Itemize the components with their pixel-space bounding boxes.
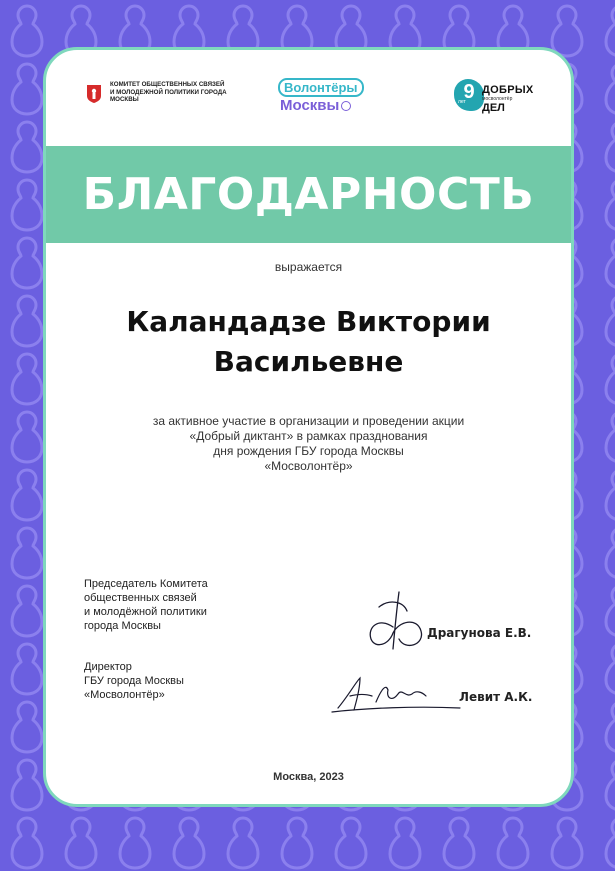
anniversary-word-top: ДОБРЫХ	[482, 84, 534, 96]
signature-dragunova	[359, 587, 439, 657]
committee-name: КОМИТЕТ ОБЩЕСТВЕННЫХ СВЯЗЕЙ И МОЛОДЕЖНОЙ ПОЛИТИКИ ГОРОДА МОСКВЫ	[110, 81, 227, 103]
place-and-year: Москва, 2023	[273, 771, 344, 783]
signatory-1-position-line: города Москвы	[84, 620, 161, 632]
anniversary-years: лет	[458, 99, 466, 105]
certificate-card	[43, 47, 574, 807]
signatory-2-position-line: «Мосволонтёр»	[84, 689, 165, 701]
recipient-name	[46, 302, 571, 382]
anniversary-badge: 9	[454, 79, 484, 111]
nine-years-good-deeds-logo	[454, 79, 549, 119]
hand-heart-icon	[341, 101, 351, 111]
title-band	[46, 146, 571, 243]
anniversary-word-bottom: ДЕЛ	[482, 102, 505, 114]
signatory-2-position-line: ГБУ города Москвы	[84, 675, 184, 687]
signatory-2-position	[84, 660, 184, 702]
reason-line-2: «Добрый диктант» в рамках празднования	[189, 429, 428, 443]
signatory-1-position-line: и молодёжной политики	[84, 606, 207, 618]
expresses-text: выражается	[274, 260, 343, 274]
signatory-1-position-line: Председатель Комитета	[84, 578, 208, 590]
volunteers-of-moscow-logo	[278, 78, 364, 115]
moscow-coat-of-arms-icon	[86, 84, 102, 104]
volunteers-logo-top: Волонтёры	[278, 78, 364, 97]
signatory-1-position-line: общественных связей	[84, 592, 197, 604]
reason-line-1: за активное участие в организации и проведении акции	[152, 414, 465, 428]
signatory-1-position	[84, 577, 208, 633]
reason-line-4: «Мосволонтёр»	[264, 459, 353, 473]
reason-text	[46, 414, 571, 474]
recipient-line-2: Васильевне	[213, 345, 404, 378]
signatory-2-position-line: Директор	[84, 661, 132, 673]
recipient-line-1: Каландадзе Виктории	[126, 305, 491, 338]
volunteers-logo-bottom: Москвы	[280, 97, 340, 114]
signatory-1-name: Драгунова Е.В.	[427, 626, 532, 640]
certificate-title: БЛАГОДАРНОСТЬ	[82, 169, 535, 220]
signatory-2-name: Левит А.К.	[459, 690, 533, 704]
signature-levit	[326, 668, 466, 718]
header-logos	[46, 50, 571, 145]
anniversary-sub: мосволонтёр	[482, 96, 513, 102]
reason-line-3: дня рождения ГБУ города Москвы	[213, 444, 404, 458]
